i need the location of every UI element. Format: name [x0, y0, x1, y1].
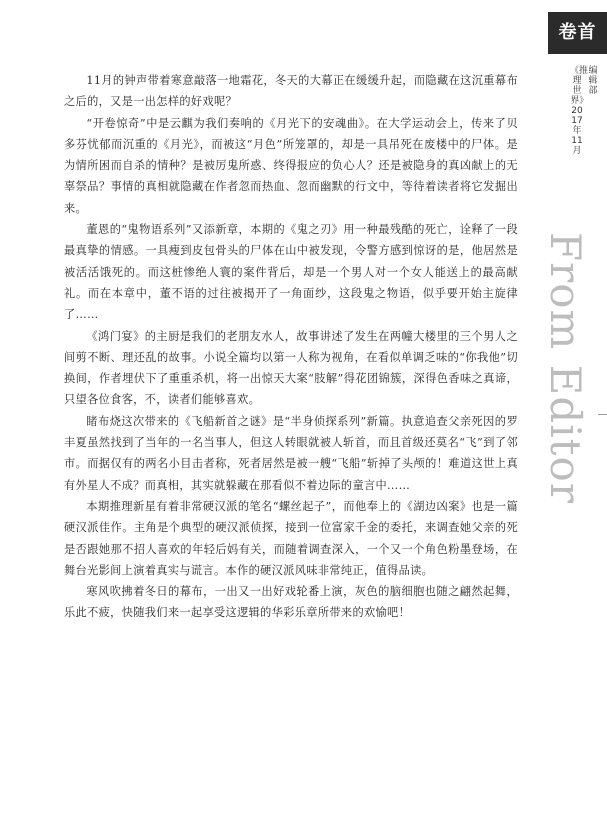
paragraph: 本期推理新星有着非常硬汉派的笔名“螺丝起子”，而他奉上的《湖边凶案》也是一篇硬汉派佳作。主角是个典型的硬汉派侦探，接到一位富家千金的委托，来调查她父亲的死是否跟她那不招人喜欢的年轻后妈有关，而随着调查深入，一个又一个角色粉墨登场，在舞台光影间上演着真实与谎言。本作的硬汉派风味非常纯正，值得品读。: [64, 499, 518, 577]
editor-line: 编辑部: [588, 66, 598, 96]
paragraph: 董恩的“鬼物语系列”又添新章，本期的《鬼之刃》用一种最残酷的死亡，诠释了一段最真挚的情感。一具瘦到皮包骨头的尸体在山中被发现，令警方感到惊讶的是，他居然是被活活饿死的。而这桩惨绝人寰的案件背后，却是一个男人对一个女人能送上的最高献礼。而在本章中，董不语的过往被揭开了一角面纱，这段鬼之物语，似乎要开始主旋律了……: [64, 223, 518, 322]
side-title: From Editor: [541, 232, 590, 504]
editorial-body: [64, 70, 518, 624]
paragraph: “开卷惊奇”中是云麒为我们奏响的《月光下的安魂曲》。在大学运动会上，传来了贝多芬忧郁而沉重的《月光》，而被这“月色”所笼罩的，却是一具吊死在废楼中的尸体。是为情所困而自杀的情种？是被厉鬼所惑、终得报应的负心人？还是被隐身的真凶献上的无辜祭品？事情的真相就隐藏在作者忽而热血、忽而幽默的行文中，等待着读者将它发掘出来。: [64, 116, 518, 215]
paragraph: 睹布烧这次带来的《飞船新首之谜》是“半身侦探系列”新篇。执意追查父亲死因的罗丰夏虽然找到了当年的一名当事人，但这人转眼就被人斩首，而且首级还莫名“飞”到了邻市。而据仅有的两名小目击者称，死者居然是被一艘“飞船”斩掉了头颅的！难道这世上真有外星人不成？而真相，其实就躲藏在那看似不着边际的童言中……: [64, 414, 518, 492]
section-label: 卷首: [548, 12, 607, 54]
margin-rule: [598, 414, 607, 415]
paragraph: 寒风吹拂着冬日的幕布，一出又一出好戏轮番上演，灰色的脑细胞也随之翩然起舞，乐此不疲，快随我们来一起享受这逻辑的华彩乐章所带来的欢愉吧！: [64, 585, 518, 620]
paragraph: 《鸿门宴》的主厨是我们的老朋友水人，故事讲述了发生在两幢大楼里的三个男人之间剪不断、理还乱的故事。小说全篇均以第一人称为视角，在看似单调乏味的“你我他”切换间，作者埋伏下了重重杀机，将一出惊天大案“肢解”得花团锦簇，深得色香味之真谛，只望各位食客，不，读者们能够喜欢。: [64, 329, 518, 407]
issue-line: 《推理世界》2017年11月: [570, 66, 589, 156]
paragraph: 11月的钟声带着寒意敲落一地霜花，冬天的大幕正在缓缓升起，而隐藏在这沉重幕布之后的，又是一出怎样的好戏呢？: [64, 74, 518, 109]
